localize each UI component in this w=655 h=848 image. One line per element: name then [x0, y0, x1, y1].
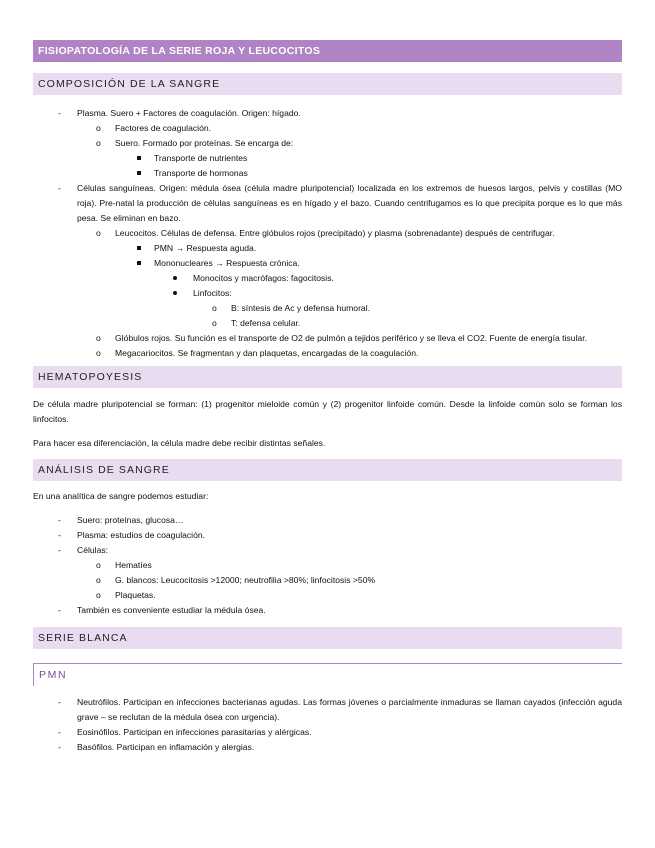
list-item [33, 136, 622, 151]
item-text: Transporte de nutrientes [154, 153, 248, 163]
item-text: Plasma: estudios de coagulación. [77, 530, 206, 540]
list-item [33, 271, 622, 286]
item-text: T: defensa celular. [231, 318, 301, 328]
paragraph: Para hacer esa diferenciación, la célula madre debe recibir distintas señales. [33, 438, 326, 448]
document-page [33, 40, 622, 755]
item-text: Neutrófilos. Participan en infecciones bacterianas agudas. Las formas jóvenes o parcialmente inmaduras se llaman cayados (infección aguda grave – se reclutan de la médula ósea con urgencia). [77, 697, 622, 722]
list-item [33, 151, 622, 166]
list-item [33, 241, 622, 256]
circle-bullet: o [96, 138, 101, 148]
list-item [33, 543, 622, 558]
circle-bullet: o [96, 348, 101, 358]
square-bullet [137, 156, 141, 160]
list-item [33, 513, 622, 528]
item-text: Suero: proteínas, glucosa… [77, 515, 184, 525]
circle-bullet: o [96, 228, 101, 238]
dot-bullet [173, 276, 177, 280]
item-text: G. blancos: Leucocitosis >12000; neutrofilia >80%; linfocitosis >50% [115, 575, 376, 585]
dash-bullet: - [58, 530, 61, 540]
list-item [33, 256, 622, 271]
list-item [33, 106, 622, 121]
list-item [33, 121, 622, 136]
list-item [33, 331, 622, 346]
item-text: Transporte de hormonas [154, 168, 248, 178]
section-heading-analisis: ANÁLISIS DE SANGRE [33, 459, 622, 481]
dash-bullet: - [58, 545, 61, 555]
item-text: Leucocitos. Células de defensa. Entre glóbulos rojos (precipitado) y plasma (sobrenadante) después de centrifugar. [115, 228, 555, 238]
item-text: B: síntesis de Ac y defensa humoral. [231, 303, 371, 313]
item-text: Mononucleares → Respuesta crónica. [154, 258, 300, 268]
item-text: Plaquetas. [115, 590, 156, 600]
item-text: Megacariocitos. Se fragmentan y dan plaquetas, encargadas de la coagulación. [115, 348, 419, 358]
subsection-heading-pmn: PMN [33, 663, 622, 686]
list-item [33, 226, 622, 241]
circle-bullet: o [96, 575, 101, 585]
dash-bullet: - [58, 515, 61, 525]
circle-bullet: o [96, 333, 101, 343]
list-item [33, 725, 622, 740]
dash-bullet: - [58, 108, 61, 118]
section-heading-hematopoyesis: HEMATOPOYESIS [33, 366, 622, 388]
circle-bullet: o [212, 318, 217, 328]
item-text: También es conveniente estudiar la médula ósea. [77, 605, 266, 615]
square-bullet [137, 246, 141, 250]
section-heading-composicion: COMPOSICIÓN DE LA SANGRE [33, 73, 622, 95]
item-text: Basófilos. Participan en inflamación y alergias. [77, 742, 255, 752]
item-text: Eosinófilos. Participan en infecciones parasitarias y alérgicas. [77, 727, 312, 737]
list-item [33, 181, 622, 226]
list-item [33, 316, 622, 331]
item-text: Células sanguíneas. Origen: médula ósea (célula madre pluripotencial) localizada en los extremos de huesos largos, pelvis y costillas (MO roja). Pre-natal la producción de células sanguíneas es en hígado y el bazo. Cuando centrifugamos es lo que precipita porque es lo que más pesa. Se eliminan en bazo. [77, 183, 622, 223]
list-item [33, 603, 622, 618]
list-item [33, 301, 622, 316]
paragraph: De célula madre pluripotencial se forman: (1) progenitor mieloide común y (2) progenitor linfoide común. Desde la linfoide común solo se forman los linfocitos. [33, 399, 622, 424]
item-text: Plasma. Suero + Factores de coagulación. Origen: hígado. [77, 108, 301, 118]
list-item [33, 740, 622, 755]
list-item [33, 528, 622, 543]
document-title: FISIOPATOLOGÍA DE LA SERIE ROJA Y LEUCOCITOS [33, 40, 622, 62]
list-item [33, 588, 622, 603]
list-item [33, 573, 622, 588]
dash-bullet: - [58, 183, 61, 193]
item-text: PMN → Respuesta aguda. [154, 243, 257, 253]
section-heading-serie-blanca: SERIE BLANCA [33, 627, 622, 649]
item-text: Células: [77, 545, 109, 555]
item-text: Hematíes [115, 560, 152, 570]
circle-bullet: o [96, 590, 101, 600]
item-text: Monocitos y macrófagos: fagocitosis. [193, 273, 334, 283]
square-bullet [137, 171, 141, 175]
dash-bullet: - [58, 727, 61, 737]
dot-bullet [173, 291, 177, 295]
dash-bullet: - [58, 742, 61, 752]
list-item [33, 558, 622, 573]
item-text: Linfocitos: [193, 288, 232, 298]
item-text: Glóbulos rojos. Su función es el transporte de O2 de pulmón a tejidos periférico y se lleva el CO2. Fuente de energía tisular. [115, 333, 587, 343]
list-item [33, 166, 622, 181]
list-item [33, 695, 622, 725]
item-text: Suero. Formado por proteínas. Se encarga de: [115, 138, 294, 148]
item-text: Factores de coagulación. [115, 123, 212, 133]
dash-bullet: - [58, 697, 61, 707]
dash-bullet: - [58, 605, 61, 615]
list-item [33, 346, 622, 361]
circle-bullet: o [212, 303, 217, 313]
paragraph: En una analítica de sangre podemos estudiar: [33, 491, 209, 501]
list-item [33, 286, 622, 301]
circle-bullet: o [96, 560, 101, 570]
square-bullet [137, 261, 141, 265]
circle-bullet: o [96, 123, 101, 133]
